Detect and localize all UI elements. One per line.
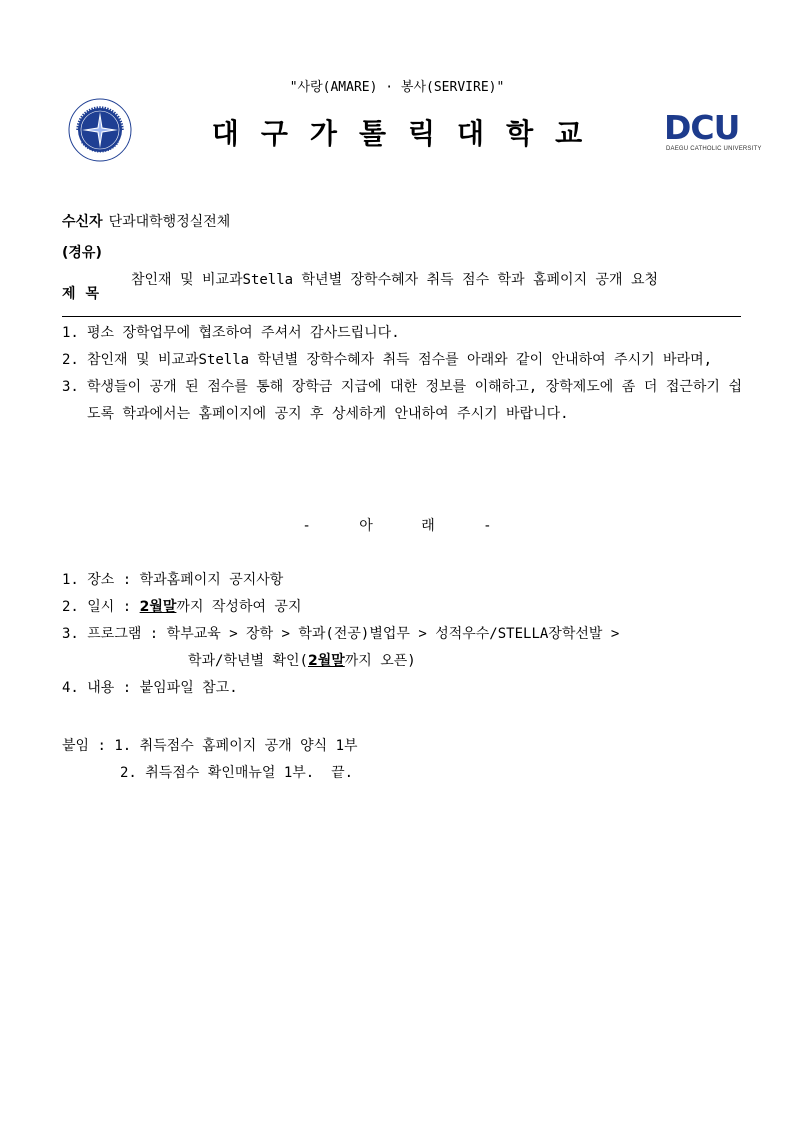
subject-value: 참인재 및 비교과Stella 학년별 장학수혜자 취득 점수 학과 홈페이지 공개 요청 [131,272,659,288]
detail-program-continuation [62,648,752,675]
dcu-logo-subtext: DAEGU CATHOLIC UNIVERSITY [666,146,762,152]
attachment-item [62,733,742,760]
subject-label: 제목 [62,286,110,302]
body-item-text: 참인재 및 비교과Stella 학년별 장학수혜자 취득 점수를 아래와 같이 안내하여 주시기 바라며, [87,352,713,368]
via-label: (경유) [62,245,102,261]
body-item-number: 3. [62,379,79,395]
attachment-label: 붙임 : [62,738,115,754]
body-item [62,347,742,374]
detail-program-prefix: 3. 프로그램 : [62,626,167,642]
detail-date-emphasis: 2월말 [139,599,177,615]
body-item-text: 평소 장학업무에 협조하여 주셔서 감사드립니다. [87,325,400,341]
dcu-logo-text: DCU [664,108,740,147]
detail-date-suffix: 까지 작성하여 공지 [176,599,302,615]
detail-date-prefix: 2. 일시 : [62,599,140,615]
below-heading: - 아 래 - [302,518,512,534]
detail-program-line2-emphasis: 2월말 [307,653,345,669]
attachment-item-text: 1. 취득점수 홈페이지 공개 양식 1부 [114,738,358,754]
body-item-number: 2. [62,352,79,368]
dcu-logo [664,108,762,156]
detail-program-line1: 학부교육 > 장학 > 학과(전공)별업무 > 성적우수/STELLA장학선발 > [166,626,620,642]
detail-content-value: 붙임파일 참고. [139,680,238,696]
via-row [62,242,102,262]
body-item-number: 1. [62,325,79,341]
body-list [62,320,742,428]
body-item [62,320,742,347]
header-divider [62,316,741,317]
detail-content [62,675,752,702]
attachment-list [62,733,742,787]
detail-place-value: 학과홈페이지 공지사항 [139,572,284,588]
body-item-text: 학생들이 공개 된 점수를 통해 장학금 지급에 대한 정보를 이해하고, 장학제도에 좀 더 접근하기 쉽도록 학과에서는 홈페이지에 공지 후 상세하게 안내하여 주시기 바랍니다. [87,379,742,422]
attachment-item: 2. 취득점수 확인매뉴얼 1부. 끝. [120,765,354,781]
detail-program-line2-before: 학과/학년별 확인( [188,653,308,669]
detail-program-line2-after: 까지 오픈) [344,653,416,669]
recipient-label: 수신자 [62,214,103,230]
detail-date [62,594,752,621]
detail-list [62,567,752,702]
university-name: 대구가톨릭대학교 [211,117,605,150]
recipient-row [62,211,230,231]
body-item [62,374,742,428]
detail-program [62,621,752,648]
detail-place [62,567,752,594]
motto: "사랑(AMARE) · 봉사(SERVIRE)" [289,80,505,95]
detail-place-prefix: 1. 장소 : [62,572,140,588]
recipient-value: 단과대학행정실전체 [108,214,231,230]
detail-content-prefix: 4. 내용 : [62,680,140,696]
